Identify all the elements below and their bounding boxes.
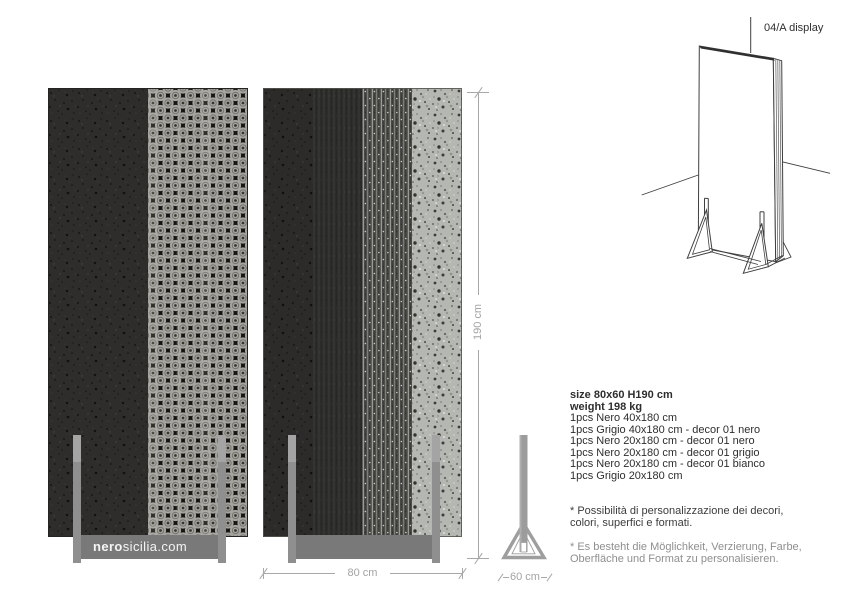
- spec-piece: 1pcs Nero 20x180 cm - decor 01 bianco: [570, 458, 766, 470]
- strip-decor01-bianco-20: [362, 88, 412, 537]
- brand-logo-bold: nero: [93, 539, 123, 554]
- dimension-height-label: 190 cm: [472, 303, 484, 341]
- dimension-line: [263, 573, 335, 574]
- spec-block: [570, 390, 802, 565]
- spec-size: size 80x60 H190 cm: [570, 389, 673, 401]
- strip-decor01-grigio-20: [313, 88, 362, 537]
- dimension-line: [478, 92, 479, 295]
- strip-decor01-nero-40: [148, 88, 248, 537]
- customization-note-it: * Possibilità di personalizzazione dei decori, colori, superfici e formati.: [570, 505, 784, 529]
- customization-note-de: * Es besteht die Möglichkeit, Verzierung, Farbe, Oberfläche und Format zu personalisieren.: [570, 541, 802, 565]
- stand-leg: [73, 435, 81, 563]
- spec-piece: 1pcs Nero 20x180 cm - decor 01 nero: [570, 435, 755, 447]
- stand-leg: [288, 435, 296, 563]
- dimension-line: [478, 350, 479, 558]
- display-3d-drawing: [630, 8, 849, 300]
- stand-leg: [432, 435, 440, 563]
- spec-piece: 1pcs Nero 40x180 cm: [570, 412, 677, 424]
- stand-leg: [218, 435, 226, 563]
- dimension-line: [390, 573, 462, 574]
- spec-weight: weight 198 kg: [570, 400, 643, 413]
- stand-side-view: [498, 430, 558, 562]
- floor-line: [782, 162, 830, 174]
- brand-logo-rest: sicilia.com: [122, 539, 188, 554]
- spec-piece: 1pcs Grigio 40x180 cm - decor 01 nero: [570, 423, 761, 436]
- stand-base-band: [288, 535, 440, 559]
- strip-nero-40: [48, 88, 148, 537]
- dimension-width-label: 80 cm: [347, 567, 378, 579]
- dimension-depth-label: 60 cm: [510, 571, 540, 583]
- brand-logo: [93, 535, 187, 559]
- floor-line: [642, 175, 699, 195]
- spec-piece: 1pcs Grigio 20x180 cm: [570, 469, 683, 482]
- display-code-label: 04/A display: [764, 22, 824, 34]
- stand-base-band: [73, 535, 226, 559]
- spec-piece: 1pcs Nero 20x180 cm - decor 01 grigio: [570, 446, 760, 459]
